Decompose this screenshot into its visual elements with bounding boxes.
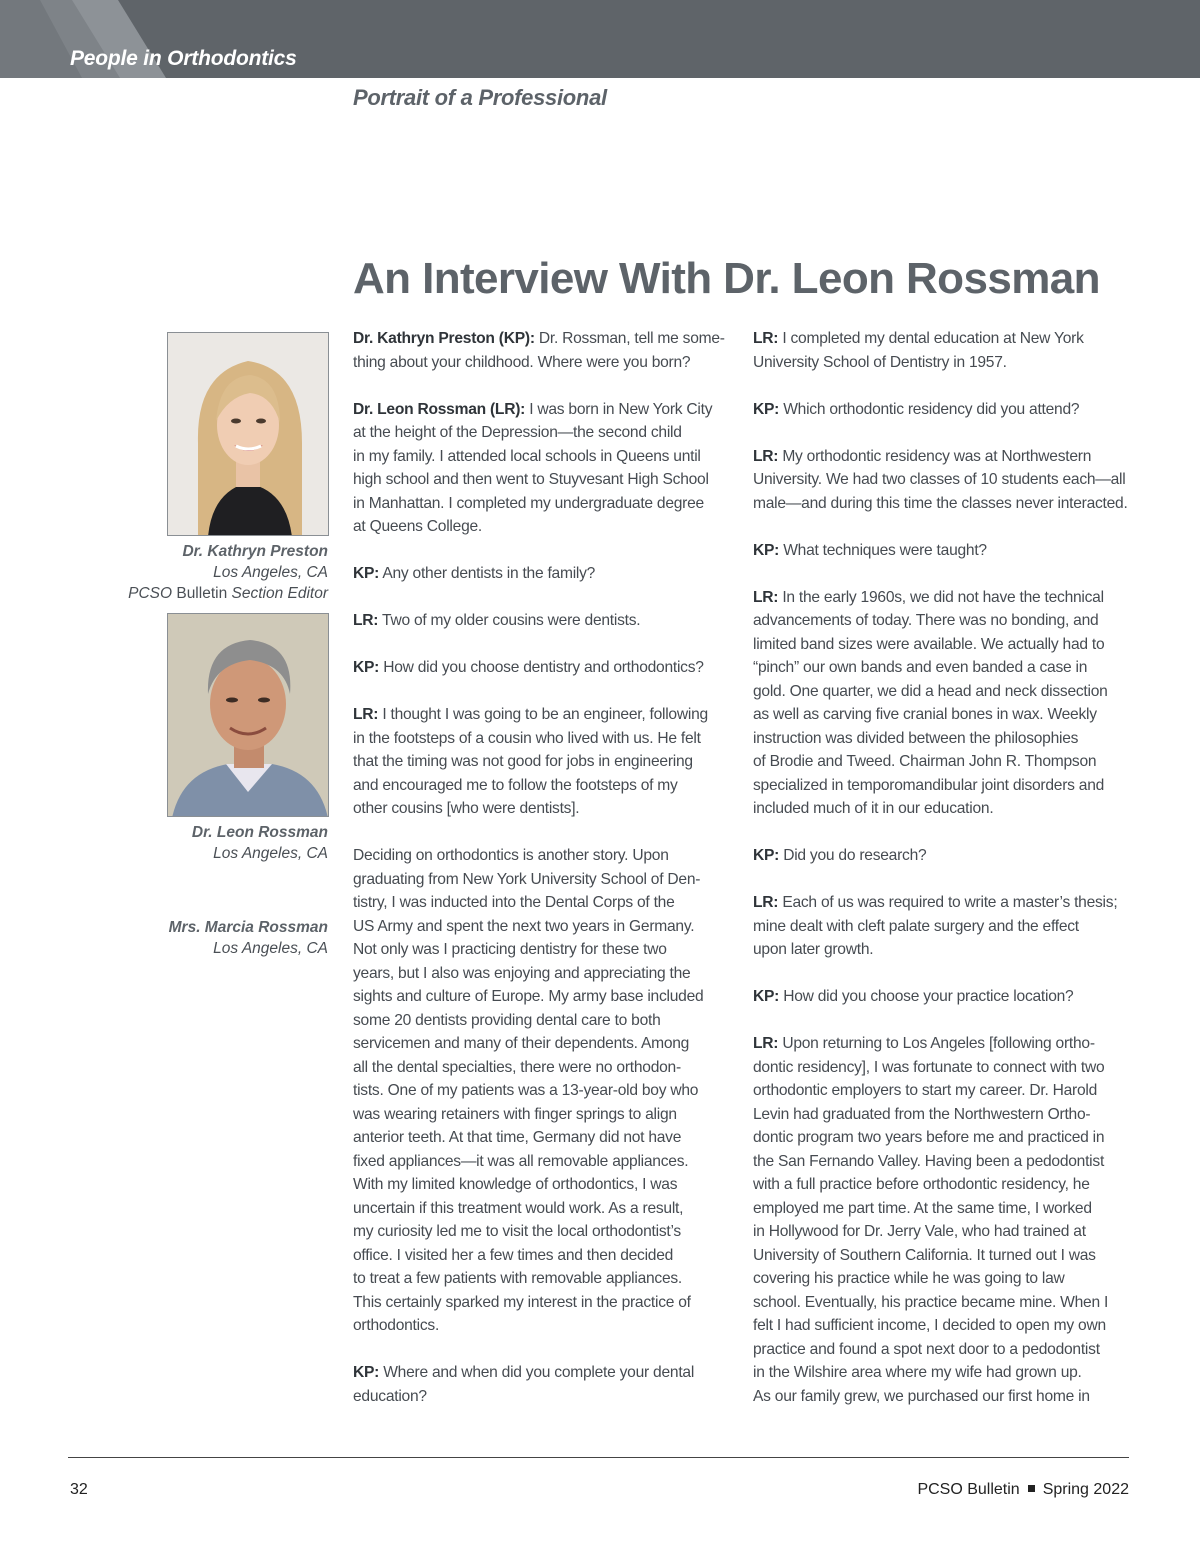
- paragraph: Dr. Leon Rossman (LR): I was born in New York City at the height of the Depression—the second child in my family. I attended local schools in Queens until high school and then went to Stuyvesant High School in Manhattan. I completed my undergraduate degree at Queens College.: [353, 400, 713, 535]
- caption-role-suffix: Section Editor: [231, 585, 328, 602]
- caption-name: Dr. Kathryn Preston: [182, 543, 328, 560]
- speaker-label: LR:: [753, 447, 779, 465]
- speaker-label: KP:: [753, 400, 780, 418]
- article-column-2: [753, 327, 1133, 1408]
- caption-location: Los Angeles, CA: [213, 564, 328, 581]
- caption-location: Los Angeles, CA: [213, 845, 328, 862]
- paragraph: LR: Upon returning to Los Angeles [following ortho- dontic residency], I was fortunate to connect with two orthodontic employers to start my career. Dr. Harold Levin had graduated from the Northwestern Ortho- dontic program two years before me and practiced in the San Fernando Valley. Having been a pedodontist with a full practice before orthodontic residency, he employed me part time. At the same time, I worked in Hollywood for Dr. Jerry Vale, who had trained at University of Southern California. It turned out I was covering his practice while he was going to law school. Eventually, his practice became mine. When I felt I had sufficient income, I decided to open my own practice and found a spot next door to a pedodontist in the Wilshire area where my wife had grown up. As our family grew, we purchased our first home in: [753, 1035, 1109, 1405]
- caption-role-mid: Bulletin: [172, 585, 232, 602]
- paragraph: LR: Each of us was required to write a master’s thesis; mine dealt with cleft palate surgery and the effect upon later growth.: [753, 894, 1118, 958]
- speaker-label: KP:: [753, 847, 780, 864]
- section-label: People in Orthodontics: [70, 47, 297, 70]
- speaker-label: Dr. Leon Rossman (LR):: [353, 400, 526, 418]
- speaker-label: KP:: [753, 988, 780, 1005]
- subsection-label: Portrait of a Professional: [353, 85, 607, 110]
- speaker-label: KP:: [353, 659, 380, 676]
- portrait-kathryn-preston: [167, 332, 329, 536]
- speaker-label: Dr. Kathryn Preston (KP):: [353, 330, 535, 347]
- paragraph: LR: I completed my dental education at New York University School of Dentistry in 1957.: [753, 330, 1084, 371]
- caption-kathryn-preston: [128, 541, 328, 604]
- paragraph: LR: I thought I was going to be an engineer, following in the footsteps of a cousin who lived with us. He felt that the timing was not good for jobs in engineering and encouraged me to follow the footsteps of my other cousins [who were dentists].: [353, 706, 708, 817]
- publication-name: PCSO Bulletin: [917, 1481, 1020, 1498]
- footer-publication: [917, 1481, 1129, 1499]
- section-banner: [0, 0, 1200, 78]
- speaker-label: LR:: [353, 612, 379, 629]
- paragraph: KP: Where and when did you complete your dental education?: [353, 1364, 695, 1405]
- square-bullet-icon: [1028, 1485, 1035, 1492]
- caption-role-prefix: PCSO: [128, 585, 173, 602]
- paragraph: Dr. Kathryn Preston (KP): Dr. Rossman, tell me some- thing about your childhood. Where were you born?: [353, 330, 725, 371]
- paragraph: LR: My orthodontic residency was at Northwestern University. We had two classes of 10 students each—all male—and during this time the classes never interacted.: [753, 447, 1128, 512]
- speaker-label: LR:: [353, 706, 379, 723]
- caption-marcia-rossman: [169, 917, 328, 959]
- caption-leon-rossman: [192, 822, 328, 864]
- speaker-label: KP:: [353, 1364, 380, 1381]
- page-number: 32: [70, 1481, 88, 1498]
- paragraph: KP: Did you do research?: [753, 847, 927, 864]
- issue-date: Spring 2022: [1042, 1481, 1129, 1498]
- article-title: An Interview With Dr. Leon Rossman: [353, 254, 1100, 303]
- caption-location: Los Angeles, CA: [213, 940, 328, 957]
- paragraph: KP: How did you choose dentistry and orthodontics?: [353, 659, 704, 676]
- speaker-label: LR:: [753, 894, 779, 911]
- paragraph: Deciding on orthodontics is another story. Upon graduating from New York University School of Den- tistry, I was inducted into the Dental Corps of the US Army and spent the next two years in Germany. Not only was I practicing dentistry for these two years, but I also was enjoying and appreciating the sights and culture of Europe. My army base included some 20 dentists providing dental care to both servicemen and many of their dependents. Among all the dental specialties, there were no orthodon- tists. One of my patients was a 13-year-old boy who was wearing retainers with finger springs to align anterior teeth. At that time, Germany did not have fixed appliances—it was all removable appliances. With my limited knowledge of orthodontics, I was uncertain if this treatment would work. As a result, my curiosity led me to visit the local orthodontist’s office. I visited her a few times and then decided to treat a few patients with removable appliances. This certainly sparked my interest in the practice of orthodontics.: [353, 847, 704, 1334]
- article-column-1: [353, 327, 733, 1408]
- caption-name: Mrs. Marcia Rossman: [168, 919, 328, 936]
- speaker-label: KP:: [353, 565, 380, 582]
- speaker-label: LR:: [753, 330, 779, 347]
- caption-name: Dr. Leon Rossman: [191, 824, 328, 841]
- footer-divider: [68, 1457, 1129, 1458]
- paragraph: LR: Two of my older cousins were dentists.: [353, 612, 641, 629]
- speaker-label: LR:: [753, 1035, 779, 1052]
- paragraph: KP: Any other dentists in the family?: [353, 565, 596, 582]
- paragraph: KP: How did you choose your practice location?: [753, 988, 1074, 1005]
- portrait-leon-rossman: [167, 613, 329, 817]
- speaker-label: LR:: [753, 588, 779, 606]
- speaker-label: KP:: [753, 541, 780, 559]
- paragraph: LR: In the early 1960s, we did not have the technical advancements of today. There was no bonding, and limited band sizes were available. We actually had to “pinch” our own bands and even banded a case in gold. One quarter, we did a head and neck dissection as well as carving five cranial bones in wax. Weekly instruction was divided between the philosophies of Brodie and Tweed. Chairman John R. Thompson specialized in temporomandibular joint disorders and included much of it in our education.: [753, 588, 1108, 817]
- caption-role: [128, 583, 328, 604]
- paragraph: KP: What techniques were taught?: [753, 541, 987, 559]
- paragraph: KP: Which orthodontic residency did you attend?: [753, 400, 1080, 418]
